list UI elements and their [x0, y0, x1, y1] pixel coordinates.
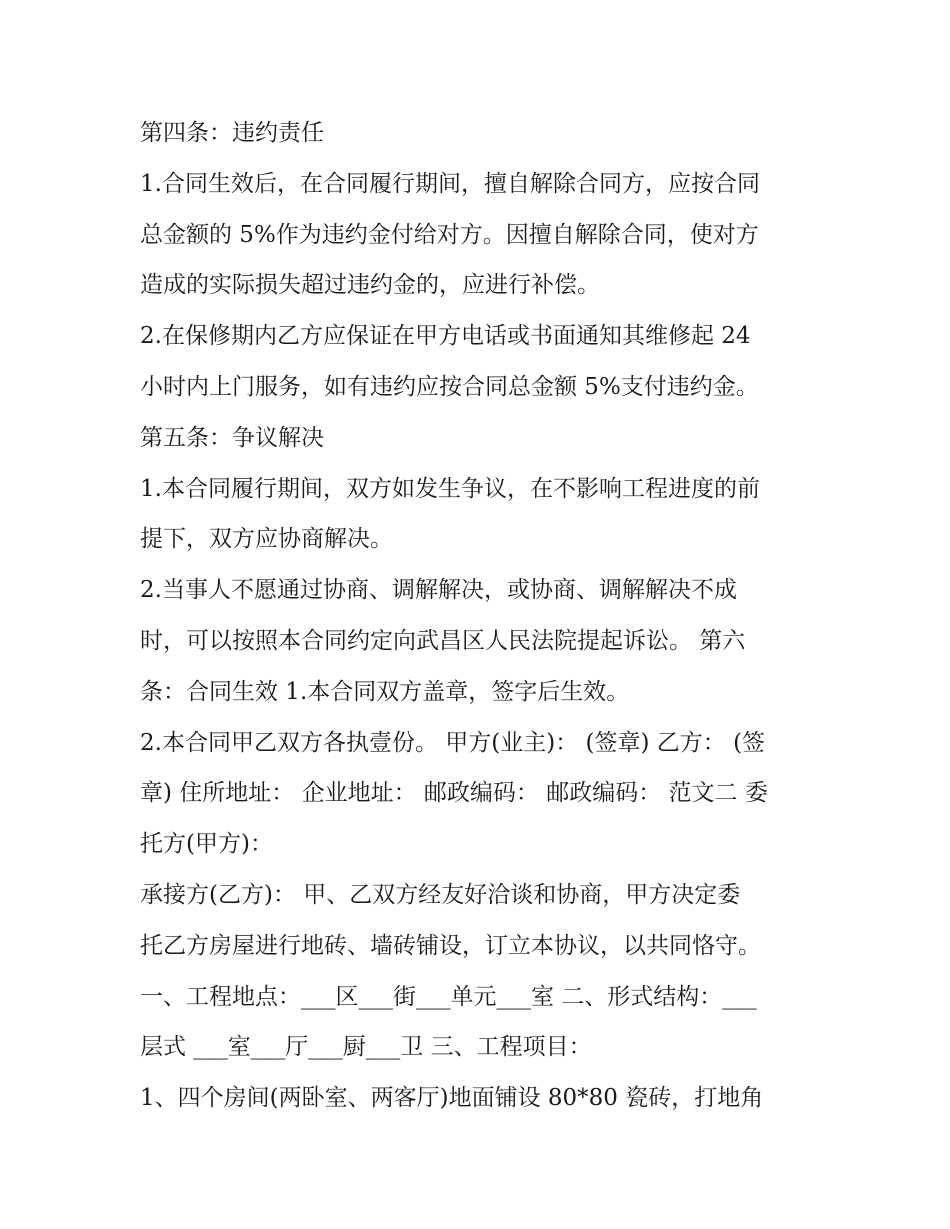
text-line: 2.当事人不愿通过协商、调解解决，或协商、调解解决不成 [140, 577, 737, 604]
text-line: 总金额的 5%作为违约金付给对方。因擅自解除合同，使对方 [140, 221, 759, 248]
text-line: 承接方(乙方)： 甲、乙双方经友好洽谈和协商，甲方决定委 [140, 881, 741, 908]
section-heading-dispute-resolution: 第五条：争议解决 [140, 424, 324, 451]
text-line: 一、工程地点：___区___街___单元___室 二、形式结构：___ [140, 983, 757, 1010]
text-line: 1.合同生效后，在合同履行期间，擅自解除合同方，应按合同 [140, 170, 760, 197]
text-line: 小时内上门服务，如有违约应按合同总金额 5%支付违约金。 [140, 373, 759, 400]
text-line: 2.在保修期内乙方应保证在甲方电话或书面通知其维修起 24 [140, 323, 751, 350]
text-line: 托方(甲方)： [140, 831, 273, 858]
contract-text [140, 108, 820, 1124]
text-line: 1.本合同履行期间，双方如发生争议，在不影响工程进度的前 [140, 475, 760, 502]
text-line: 章) 住所地址： 企业地址： 邮政编码： 邮政编码： 范文二 委 [140, 780, 768, 807]
text-line: 2.本合同甲乙双方各执壹份。 甲方(业主)： (签章) 乙方： (签 [140, 729, 766, 756]
text-line: 托乙方房屋进行地砖、墙砖铺设，订立本协议，以共同恪守。 [140, 932, 761, 959]
text-line: 时，可以按照本合同约定向武昌区人民法院提起诉讼。 第六 [140, 627, 746, 654]
text-line: 1、四个房间(两卧室、两客厅)地面铺设 80*80 瓷砖，打地角 [140, 1085, 764, 1112]
text-line: 条：合同生效 1.本合同双方盖章，签字后生效。 [140, 678, 630, 705]
text-line: 造成的实际损失超过违约金的，应进行补偿。 [140, 272, 600, 299]
section-heading-breach-liability: 第四条：违约责任 [140, 120, 324, 146]
text-line: 层式 ___室___厅___厨___卫 三、工程项目： [140, 1034, 592, 1061]
text-line: 提下，双方应协商解决。 [140, 526, 393, 553]
